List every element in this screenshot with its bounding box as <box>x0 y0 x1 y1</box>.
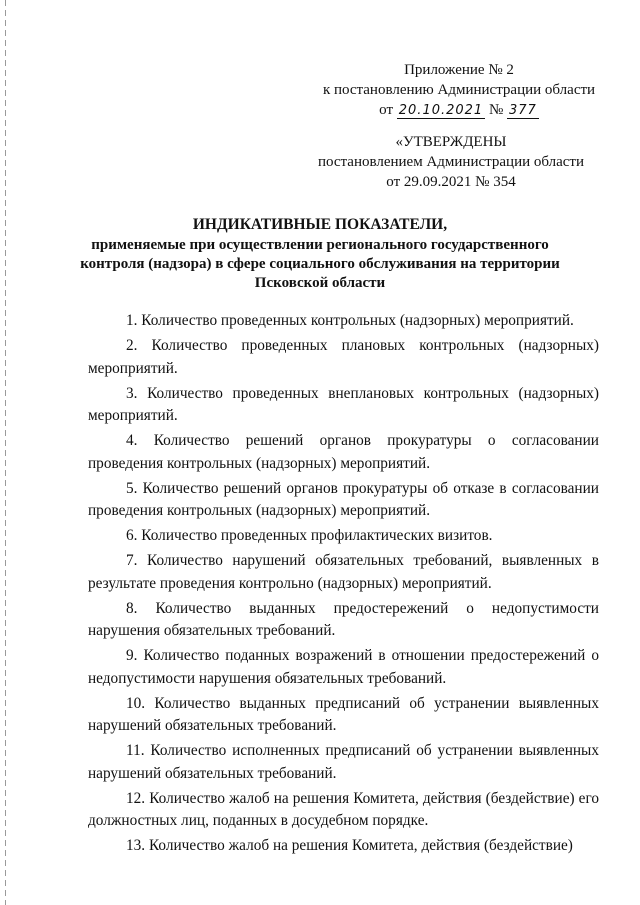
title-main: ИНДИКАТИВНЫЕ ПОКАЗАТЕЛИ, <box>192 216 448 233</box>
document-title <box>60 215 580 293</box>
list-item: 10. Количество выданных предписаний об устранении выявленных нарушений обязательных требований. <box>88 694 599 734</box>
list-item: 1. Количество проведенных контрольных (надзорных) мероприятий. <box>126 312 574 329</box>
list-item: 3. Количество проведенных внеплановых контрольных (надзорных) мероприятий. <box>88 384 599 424</box>
list-item: 13. Количество жалоб на решения Комитета, действия (бездействие) <box>126 837 573 854</box>
appendix-resolution-ref: к постановлению Администрации области <box>322 82 596 98</box>
appendix-date-line <box>314 100 604 121</box>
list-item: 6. Количество проведенных профилактических визитов. <box>126 527 493 544</box>
approved-label: «УТВЕРЖДЕНЫ <box>395 134 507 150</box>
list-item: 8. Количество выданных предостережений о недопустимости нарушения обязательных требований. <box>88 599 599 639</box>
page-edge-border <box>5 0 6 905</box>
indicator-list <box>88 310 599 860</box>
appendix-header <box>314 60 604 121</box>
approved-block <box>306 132 596 192</box>
list-item: 7. Количество нарушений обязательных требований, выявленных в результате проведения контрольно (надзорных) мероприятий. <box>88 552 599 592</box>
appendix-number: Приложение № 2 <box>404 62 514 78</box>
list-item: 5. Количество решений органов прокуратуры об отказе в согласовании проведения контрольных (надзорных) мероприятий. <box>88 479 599 519</box>
approved-by: постановлением Администрации области <box>317 154 585 170</box>
list-item: 11. Количество исполненных предписаний об устранении выявленных нарушений обязательных требований. <box>88 742 599 782</box>
list-item: 2. Количество проведенных плановых контрольных (надзорных) мероприятий. <box>88 337 599 377</box>
date-prefix: от <box>379 102 394 118</box>
title-subtitle: применяемые при осуществлении регионального государственного контроля (надзора) в сфере социального обслуживания на территории Псковской области <box>80 237 560 291</box>
handwritten-number: 377 <box>509 103 537 118</box>
handwritten-date: 20.10.2021 <box>398 103 484 118</box>
number-sign: № <box>488 102 504 118</box>
approved-date: от 29.09.2021 № 354 <box>386 174 516 190</box>
list-item: 12. Количество жалоб на решения Комитета, действия (бездействие) его должностных лиц, поданных в досудебном порядке. <box>88 789 599 829</box>
list-item: 4. Количество решений органов прокуратуры о согласовании проведения контрольных (надзорных) мероприятий. <box>88 432 599 472</box>
list-item: 9. Количество поданных возражений в отношении предостережений о недопустимости нарушения обязательных требований. <box>88 647 599 687</box>
